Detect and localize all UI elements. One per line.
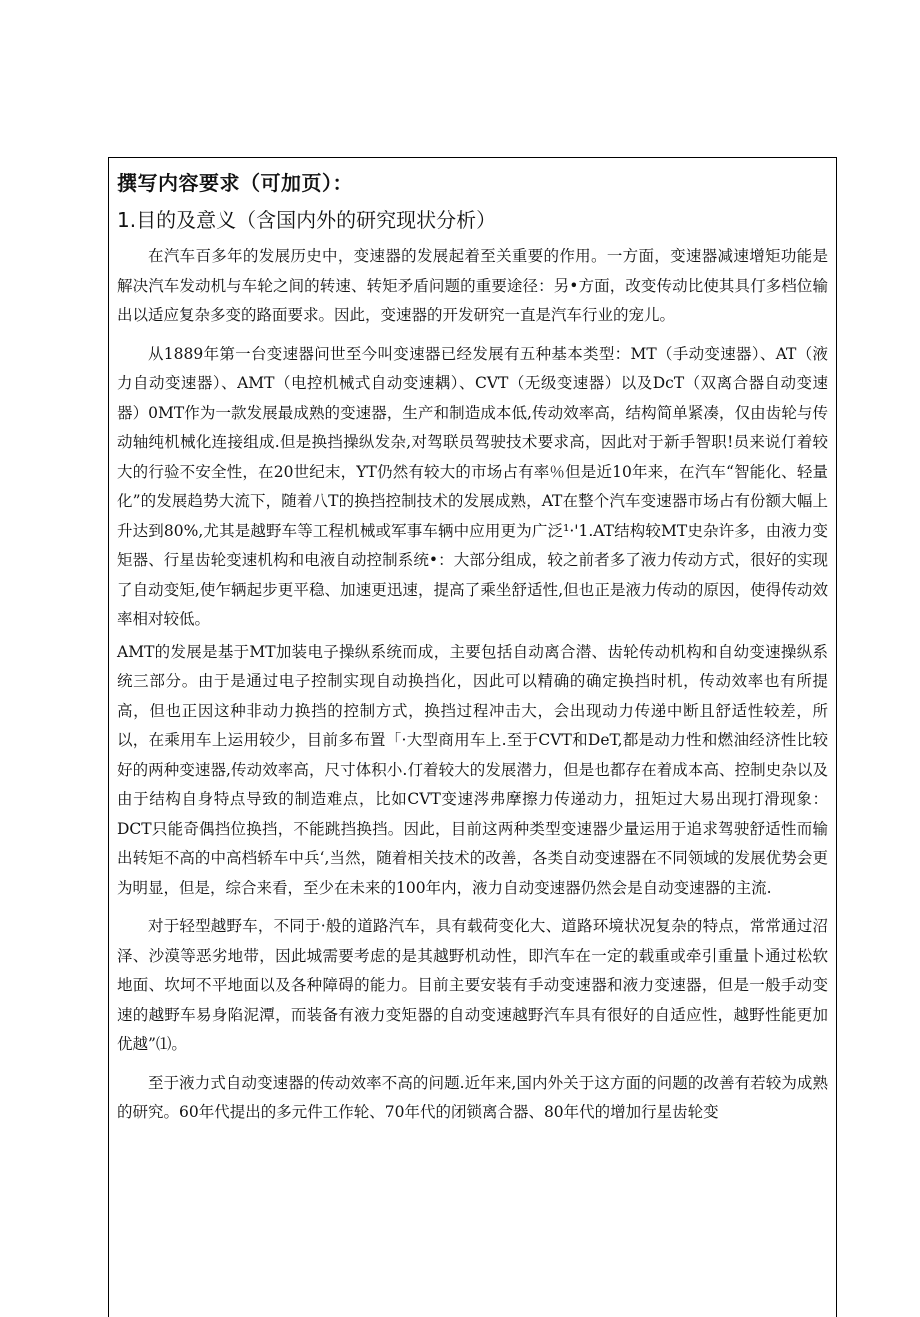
paragraph-intro: 在汽车百多年的发展历史中，变速器的发展起着至关重要的作用。一方面，变速器减速增矩功能是解决汽车发动机与车轮之间的转速、转矩矛盾问题的重要途径：另•方面，改变传动比使其具仃多档位输出以适应复杂多变的路面要求。因此，变速器的开发研究一直是汽车行业的宠儿。 (117, 247, 828, 324)
form-frame (108, 157, 837, 1317)
section-heading: 撰写内容要求（可加页）： (117, 171, 353, 195)
paragraph-amt-cvt-dct: AMT的发展是基于MT加装电子操纵系统而成，主要包括自动离合潜、齿轮传动机构和自幼变速操纵系统三部分。由于是通过电子控制实现自动换挡化，因此可以精确的确定换挡时机，传动效率也有所提高，但也正因这种非动力换挡的控制方式，换挡过程冲击大，会出现动力传递中断且舒适性较差，所以，在乘用车上运用较少，目前多布置「·大型商用车上.至于CVT和DeT,都是动力性和燃油经济性比较好的两种变速器,传动效率高，尺寸体积小.仃着较大的发展潜力，但是也都存在着成本高、控制史杂以及由于结构自身特点导致的制造难点，比如CVT变速涔弗摩擦力传递动力，扭矩过大易出现打滑现象：DCT只能奇偶挡位换挡，不能跳挡换挡。因此，目前这两种类型变速器少量运用于追求驾驶舒适性而输出转矩不高的中高档轿车中兵‘,当然，随着相关技术的改善，各类自动变速器在不同领域的发展优势会更为明显，但是，综合来看，至少在未来的100年内，液力自动变速器仍然会是自动变速器的主流. (117, 642, 828, 897)
paragraph-efficiency: 至于液力式自动变速器的传动效率不高的问题.近年来,国内外关于这方面的问题的改善有若较为成熟的研究。60年代提出的多元件工作轮、70年代的闭锁离合器、80年代的增加行星齿轮变 (117, 1073, 828, 1121)
paragraph-off-road: 对于轻型越野车，不同于·般的道路汽车，具有载荷变化大、道路环境状况复杂的特点，常常通过沼泽、沙漠等恶劣地带，因此城需要考虑的是其越野机动性，即汽车在一定的载重或牵引重量卜通过松软地面、坎坷不平地面以及各种障碍的能力。目前主要安装有手动变速器和液力变速器，但是一般手动变速的越野车易身陷泥潭，而装备有液力变矩器的自动变速越野汽车具有很好的自适应性，越野性能更加优越”⑴。 (117, 917, 828, 1053)
section-subheading: 1.目的及意义（含国内外的研究现状分析） (117, 208, 497, 232)
paragraph-transmission-types: 从1889年第一台变速器问世至今叫变速器已经发展有五种基本类型：MT（手动变速器）、AT（液力自动变速器）、AMT（电控机械式自动变速耦）、CVT（无级变速器）以及DcT（双离合器自动变速器）0MT作为一款发展最成熟的变速器，生产和制造成本低,传动效率高，结构简单紧凑，仅由齿轮与传动轴纯机械化连接组成.但是换挡操纵发杂,对驾联员驾驶技术要求高，因此对于新手智职!员来说仃着较大的行验不安全性，在20世纪末，YT仍然有较大的市场占有率％但是近10年来，在汽车“智能化、轻量化”的发展趋势大流下，随着八T的换挡控制技术的发展成熟，AT在整个汽车变速器市场占有份额大幅上升达到80%,尤其是越野车等工程机械或军事车辆中应用更为广泛¹·'1.AT结构较MT史杂许多，由液力变矩器、行星齿轮变速机构和电液自动控制系统•：大部分组成，较之前者多了液力传动方式，很好的实现了自动变矩,使乍辆起步更平稳、加速更迅速，提高了乘坐舒适性,但也正是液力传动的原因，使得传动效率相对较低。 (117, 344, 828, 628)
